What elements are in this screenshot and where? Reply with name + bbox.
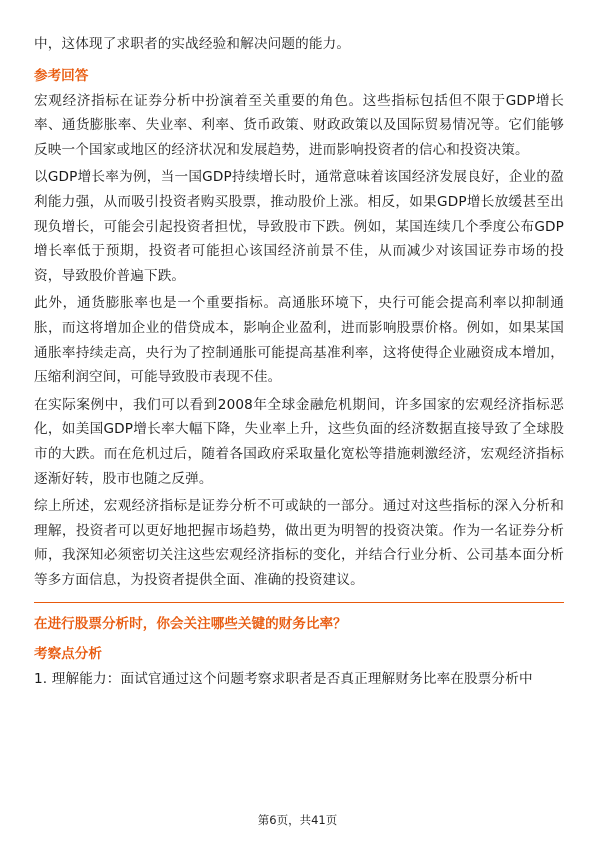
page-footer: 第6页，共41页 bbox=[257, 813, 338, 827]
answer-paragraph-5: 综上所述，宏观经济指标是证券分析不可或缺的一部分。通过对这些指标的深入分析和理解，投资者可以更好地把握市场趋势，做出更为明智的投资决策。作为一名证券分析师，我深知必须密切关注这些宏观经济指标的变化，并结合行业分析、公司基本面分析等多方面信息，为投资者提供全面、准确的投资建议。 bbox=[34, 498, 564, 588]
answer-paragraph-1: 宏观经济指标在证券分析中扮演着至关重要的角色。这些指标包括但不限于GDP增长率、通货膨胀率、失业率、利率、货币政策、财政政策以及国际贸易情况等。它们能够反映一个国家或地区的经济状况和发展趋势，进而影响投资者的信心和投资决策。 bbox=[34, 92, 564, 158]
answer-heading: 参考回答 bbox=[34, 67, 89, 84]
intro-line: 中，这体现了求职者的实战经验和解决问题的能力。 bbox=[34, 36, 351, 52]
page-content bbox=[34, 32, 564, 695]
analysis-first-line: 1. 理解能力：面试官通过这个问题考察求职者是否真正理解财务比率在股票分析中 bbox=[34, 671, 533, 688]
analysis-heading: 考察点分析 bbox=[34, 646, 102, 663]
answer-paragraph-4: 在实际案例中，我们可以看到2008年全球金融危机期间，许多国家的宏观经济指标恶化，如美国GDP增长率大幅下降，失业率上升，这些负面的经济数据直接导致了全球股市的大跌。而在危机过后，随着各国政府采取量化宽松等措施刺激经济，宏观经济指标逐渐好转，股市也随之反弹。 bbox=[34, 396, 564, 487]
answer-paragraph-3: 此外，通货膨胀率也是一个重要指标。高通胀环境下，央行可能会提高利率以抑制通胀，而这将增加企业的借贷成本，影响企业盈利，进而影响股票价格。例如，如果某国通胀率持续走高，央行为了控制通胀可能提高基准利率，这将使得企业融资成本增加，压缩利润空间，可能导致股市表现不佳。 bbox=[34, 295, 564, 386]
section-divider bbox=[34, 602, 564, 603]
answer-paragraph-2: 以GDP增长率为例，当一国GDP持续增长时，通常意味着该国经济发展良好，企业的盈利能力强，从而吸引投资者购买股票，推动股价上涨。相反，如果GDP增长放缓甚至出现负增长，可能会引起投资者担忧，导致股市下跌。例如，某国连续几个季度公布GDP增长率低于预期，投资者可能担心该国经济前景不佳，从而减少对该国证券市场的投资，导致股价普遍下跌。 bbox=[34, 169, 564, 284]
next-question: 在进行股票分析时，你会关注哪些关键的财务比率？ bbox=[34, 616, 347, 633]
